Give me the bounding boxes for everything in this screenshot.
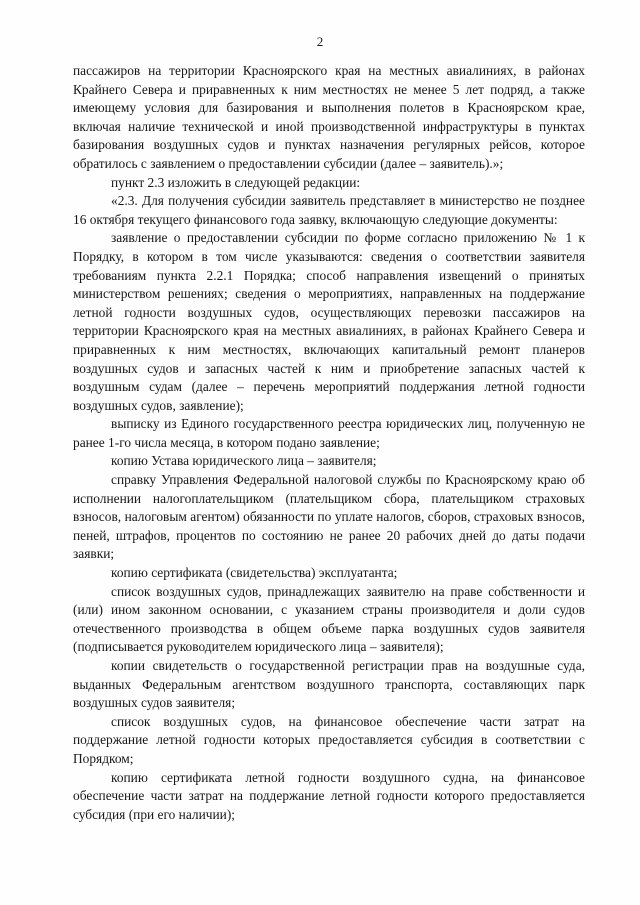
list-item-airworthiness-certificate: копию сертификата летной годности воздушного судна, на финансовое обеспечение части затрат на поддержание летной годности которого предоставляется субсидия (при его наличии); <box>73 769 585 822</box>
list-item-registration-certificates: копии свидетельств о государственной регистрации прав на воздушные суда, выданных Федеральным агентством воздушного транспорта, составляющих парк воздушных судов заявителя; <box>73 658 585 711</box>
paragraph-continuation: пассажиров на территории Красноярского края на местных авиалиниях, в районах Крайнего Севера и приравненных к ним местностях не менее 5 лет подряд, а также имеющему условия для базирования и выполнения полетов в Красноярском крае, включая наличие технической и иной производственной инфраструктуры в пунктах базирования воздушных судов и пунктах назначения регулярных рейсов, которое обратилось с заявлением о предоставлении субсидии (далее – заявитель).»; <box>73 63 585 171</box>
list-item-operator-certificate: копию сертификата (свидетельства) эксплуатанта; <box>111 565 398 581</box>
list-item-aircraft-list: список воздушных судов, принадлежащих заявителю на праве собственности и (или) ином законном основании, с указанием страны производителя и доли судов отечественного производства в общем объеме парка воздушных судов заявителя (подписывается руководителем юридического лица – заявителя); <box>73 583 585 655</box>
paragraph-clause-2-3: «2.3. Для получения субсидии заявитель представляет в министерство не позднее 16 октября текущего финансового года заявку, включающую следующие документы: <box>73 193 585 227</box>
list-item-registry-extract: выписку из Единого государственного реестра юридических лиц, полученную не ранее 1-го числа месяца, в котором подано заявление; <box>73 416 585 450</box>
list-item-tax-certificate: справку Управления Федеральной налоговой службы по Красноярскому краю об исполнении налогоплательщиком (плательщиком сбора, плательщиком страховых взносов, налоговым агентом) обязанности по уплате налогов, сборов, страховых взносов, пеней, штрафов, процентов по состоянию не ранее 20 рабочих дней до даты подачи заявки; <box>73 472 585 562</box>
list-item-application: заявление о предоставлении субсидии по форме согласно приложению № 1 к Порядку, в котором в том числе указываются: сведения о соответствии заявителя требованиям пункта 2.2.1 Порядка; способ направления извещений о принятых министерством решениях; сведения о мероприятиях, направленных на поддержание летной годности воздушных судов, осуществляющих перевозки пассажиров на территории Красноярского края на местных авиалиниях, в районах Крайнего Севера и приравненных к ним местностях, включающих капитальный ремонт планеров воздушных судов и запасных частей к ним и приобретение запасных частей к воздушным судам (далее – перечень мероприятий поддержания летной годности воздушных судов, заявление); <box>73 230 585 413</box>
list-item-subsidized-aircraft: список воздушных судов, на финансовое обеспечение части затрат на поддержание летной годности которых предоставляется субсидия в соответствии с Порядком; <box>73 713 585 766</box>
document-body <box>73 62 585 824</box>
page-number: 2 <box>316 34 324 49</box>
list-item-charter-copy: копию Устава юридического лица – заявителя; <box>111 453 377 469</box>
paragraph-amend-point: пункт 2.3 изложить в следующей редакции: <box>111 174 361 190</box>
